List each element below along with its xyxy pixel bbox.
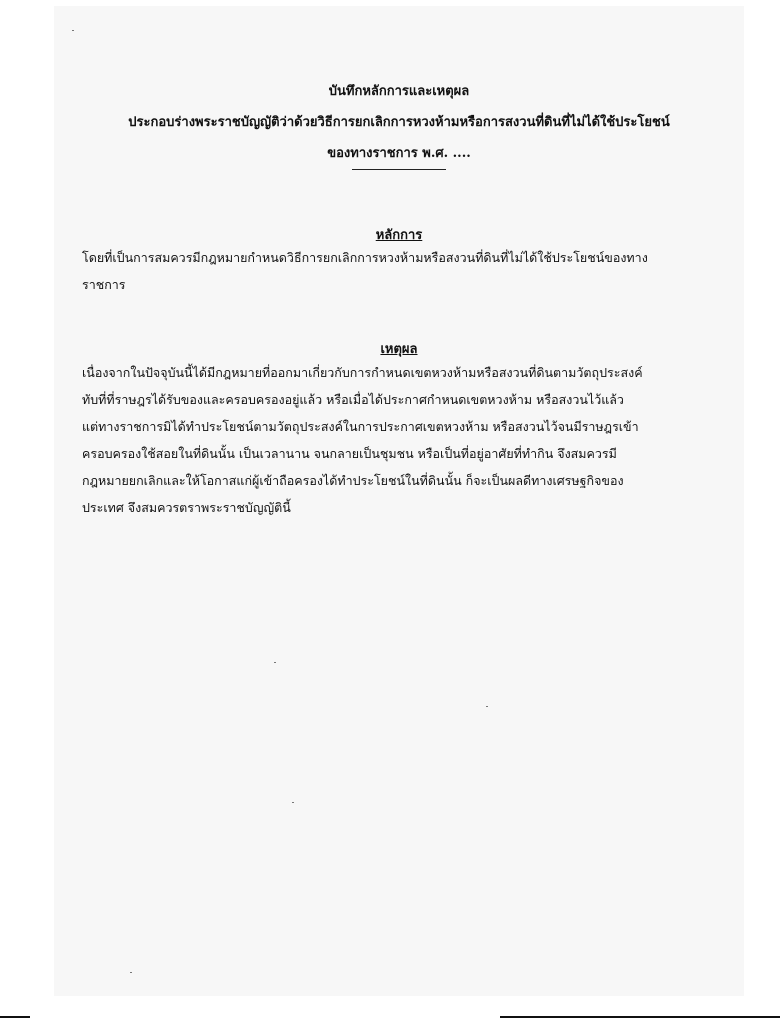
scan-edge-line-left <box>0 1016 30 1018</box>
document-header <box>54 76 744 170</box>
document-page <box>54 6 744 996</box>
scan-speck <box>72 30 74 31</box>
document-subtitle-year: ของทางราชการ พ.ศ. .... <box>327 146 471 161</box>
scan-speck <box>486 706 488 707</box>
scan-speck <box>274 662 276 663</box>
principle-line: ราชการ <box>82 277 126 292</box>
scan-speck <box>292 802 294 803</box>
reason-line: เนื่องจากในปัจจุบันนี้ได้มีกฎหมายที่ออกมาเกี่ยวกับการกำหนดเขตหวงห้ามหรือสงวนที่ดินตามวัตถุประสงค์ <box>82 365 643 380</box>
document-subtitle: ประกอบร่างพระราชบัญญัติว่าด้วยวิธีการยกเลิกการหวงห้ามหรือการสงวนที่ดินที่ไม่ได้ใช้ประโยชน์ <box>128 115 670 130</box>
reason-line: กฎหมายยกเลิกและให้โอกาสแก่ผู้เข้าถือครองได้ทำประโยชน์ในที่ดินนั้น ก็จะเป็นผลดีทางเศรษฐกิจของ <box>82 473 624 488</box>
principle-line: โดยที่เป็นการสมควรมีกฎหมายกำหนดวิธีการยกเลิกการหวงห้ามหรือสงวนที่ดินที่ไม่ได้ใช้ประโยชน์ของทาง <box>82 250 648 265</box>
reason-line: แต่ทางราชการมิได้ทำประโยชน์ตามวัตถุประสงค์ในการประกาศเขตหวงห้าม หรือสงวนไว้จนมีราษฎรเข้า <box>82 419 639 434</box>
reason-paragraph <box>82 359 714 521</box>
principle-paragraph <box>82 244 714 298</box>
reason-line: ทับที่ที่ราษฎรได้รับของและครอบครองอยู่แล้ว หรือเมื่อได้ประกาศกำหนดเขตหวงห้าม หรือสงวนไว้แล้ว <box>82 392 624 407</box>
reason-heading: เหตุผล <box>380 342 418 357</box>
reason-line: ครอบครองใช้สอยในที่ดินนั้น เป็นเวลานาน จนกลายเป็นชุมชน หรือเป็นที่อยู่อาศัยที่ทำกิน จึงสมควรมี <box>82 446 617 461</box>
principle-heading: หลักการ <box>375 228 423 243</box>
reason-line: ประเทศ จึงสมควรตราพระราชบัญญัตินี้ <box>82 500 291 515</box>
scan-speck <box>130 972 132 973</box>
document-title: บันทึกหลักการและเหตุผล <box>328 84 470 99</box>
scan-edge-line-right <box>500 1016 780 1018</box>
title-underline-divider <box>352 169 446 170</box>
